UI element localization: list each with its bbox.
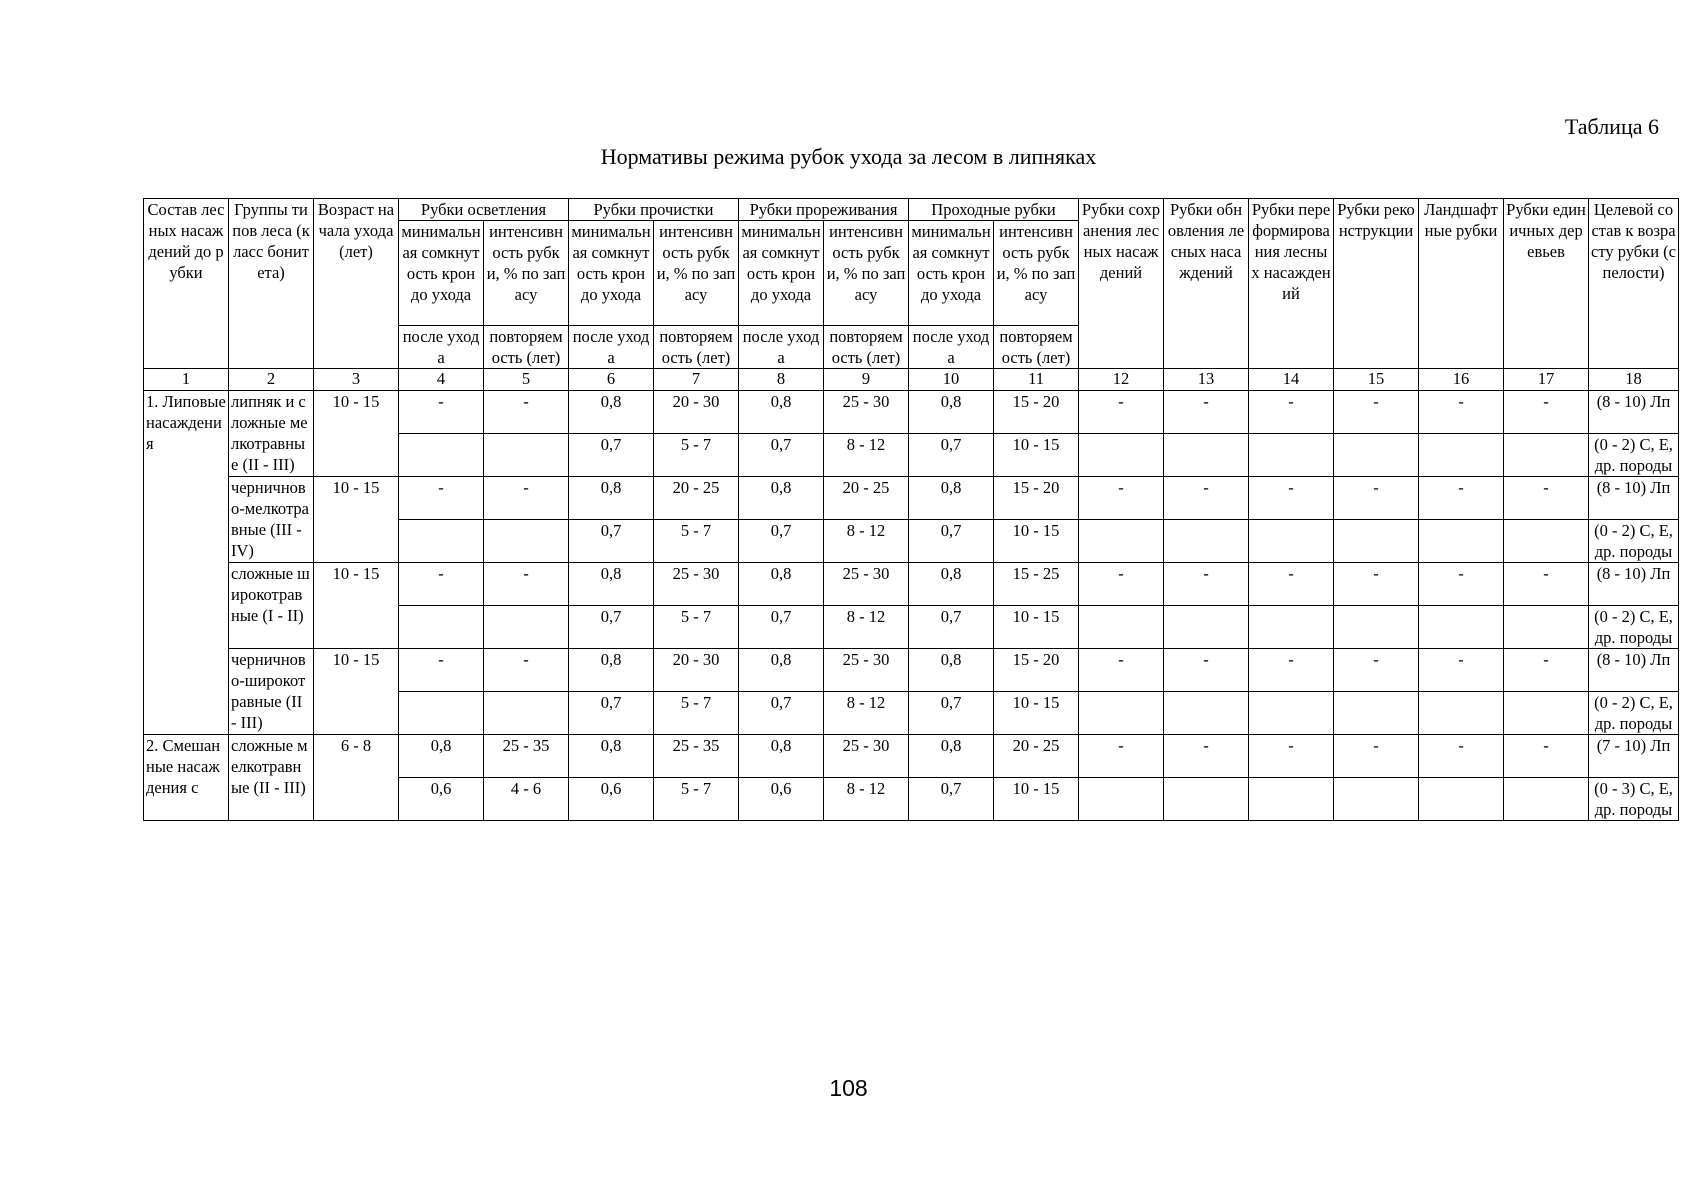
table-cell: 0,7 [569,692,654,735]
start-age-cell: 6 - 8 [314,735,399,821]
header-sub-min: минимальная сомкнутость крон до ухода [399,221,484,326]
table-row [144,563,1679,606]
table-cell: 0,8 [569,649,654,692]
table-cell [1079,606,1164,649]
column-number-cell: 18 [1589,369,1679,391]
table-cell: 0,8 [569,477,654,520]
table-cell: - [1164,477,1249,520]
table-cell: 25 - 35 [484,735,569,778]
table-cell: - [1249,649,1334,692]
table-cell: 0,7 [739,692,824,735]
table-cell [1079,520,1164,563]
table-cell: - [1249,391,1334,434]
table-cell: - [399,391,484,434]
forest-type-cell: черничново-широкотравные (II - III) [229,649,314,735]
table-cell [1249,520,1334,563]
table-cell: - [1249,735,1334,778]
header-sokhraneniya: Рубки сохранения лесных насаждений [1079,199,1164,369]
table-cell: 5 - 7 [654,692,739,735]
table-cell: - [1419,477,1504,520]
column-number-cell: 2 [229,369,314,391]
table-cell: - [399,563,484,606]
table-cell: - [1504,649,1589,692]
table-cell: 0,8 [739,735,824,778]
table-cell: (0 - 2) С, Е, др. породы [1589,520,1679,563]
table-cell: 25 - 30 [824,735,909,778]
table-cell [1249,692,1334,735]
start-age-cell: 10 - 15 [314,391,399,477]
table-cell: 10 - 15 [994,778,1079,821]
table-cell: 0,6 [569,778,654,821]
table-cell: (0 - 2) С, Е, др. породы [1589,434,1679,477]
header-sub-int: интенсивность рубки, % по запасу [654,221,739,326]
table-cell [1419,606,1504,649]
header-sub-after: после ухода [569,326,654,369]
header-rekonstruktsii: Рубки реконструкции [1334,199,1419,369]
table-cell: - [484,477,569,520]
table-cell: - [1079,391,1164,434]
header-sub-after: после ухода [399,326,484,369]
table-cell: 0,7 [909,778,994,821]
table-caption: Таблица 6 [1564,114,1659,139]
table-cell [1504,520,1589,563]
table-cell: 0,8 [739,563,824,606]
table-cell: 4 - 6 [484,778,569,821]
column-number-cell: 8 [739,369,824,391]
table-cell: 0,8 [569,391,654,434]
table-row [144,477,1679,520]
table-cell: - [1504,391,1589,434]
table-cell: - [1419,735,1504,778]
table-cell: - [1419,649,1504,692]
forest-type-cell: сложные мелкотравные (II - III) [229,735,314,821]
header-sub-repeat: повторяемость (лет) [654,326,739,369]
column-number-cell: 12 [1079,369,1164,391]
table-cell: 0,8 [909,477,994,520]
table-cell [1419,434,1504,477]
header-target-composition: Целевой состав к возрасту рубки (спелости) [1589,199,1679,369]
column-number-cell: 10 [909,369,994,391]
table-cell: - [1504,735,1589,778]
header-pereformirovaniya: Рубки переформирования лесных насаждений [1249,199,1334,369]
table-cell [1249,434,1334,477]
table-cell: 15 - 20 [994,391,1079,434]
table-cell [1079,692,1164,735]
table-cell [399,692,484,735]
table-cell: - [1504,563,1589,606]
table-cell: (0 - 3) С, Е, др. породы [1589,778,1679,821]
table-cell: 0,6 [739,778,824,821]
table-cell: 20 - 25 [654,477,739,520]
table-cell: 0,8 [399,735,484,778]
column-number-cell: 7 [654,369,739,391]
header-edinichnykh: Рубки единичных деревьев [1504,199,1589,369]
composition-cell: 1. Липовые насаждения [144,391,229,735]
table-cell: - [1334,391,1419,434]
table-cell: - [1164,391,1249,434]
table-cell: 0,7 [909,606,994,649]
table-cell: - [1079,477,1164,520]
table-cell: 0,7 [569,520,654,563]
table-row [144,649,1679,692]
table-cell: - [484,391,569,434]
table-cell: 20 - 30 [654,391,739,434]
table-cell [484,520,569,563]
page-number: 108 [829,1075,868,1101]
table-cell: 5 - 7 [654,520,739,563]
table-cell [1164,520,1249,563]
column-number-cell: 15 [1334,369,1419,391]
forest-type-cell: черничново-мелкотравные (III - IV) [229,477,314,563]
header-sub-int: интенсивность рубки, % по запасу [484,221,569,326]
header-prorezhivaniya: Рубки прореживания [739,199,909,221]
table-cell: (8 - 10) Лп [1589,649,1679,692]
table-cell [1419,778,1504,821]
table-cell: - [399,477,484,520]
forest-type-cell: липняк и сложные мелкотравные (II - III) [229,391,314,477]
table-cell: 0,8 [739,391,824,434]
header-landshaftnye: Ландшафтные рубки [1419,199,1504,369]
table-cell: 0,8 [739,649,824,692]
table-cell: - [1249,563,1334,606]
table-cell [1334,520,1419,563]
table-cell: (0 - 2) С, Е, др. породы [1589,692,1679,735]
page-title: Нормативы режима рубок ухода за лесом в липняках [600,144,1097,169]
table-cell: (0 - 2) С, Е, др. породы [1589,606,1679,649]
table-cell: 5 - 7 [654,778,739,821]
table-cell: - [484,563,569,606]
table-cell: 25 - 35 [654,735,739,778]
column-number-cell: 16 [1419,369,1504,391]
table-cell [1164,434,1249,477]
column-number-cell: 3 [314,369,399,391]
table-cell: - [399,649,484,692]
table-cell [1334,692,1419,735]
table-cell [1164,606,1249,649]
start-age-cell: 10 - 15 [314,477,399,563]
header-sub-min: минимальная сомкнутость крон до ухода [739,221,824,326]
header-sub-int: интенсивность рубки, % по запасу [994,221,1079,326]
table-cell: 5 - 7 [654,434,739,477]
header-sub-after: после ухода [739,326,824,369]
table-cell [484,434,569,477]
header-sub-repeat: повторяемость (лет) [994,326,1079,369]
table-cell [1504,692,1589,735]
table-body [144,391,1679,821]
table-cell: 20 - 25 [994,735,1079,778]
column-number-cell: 14 [1249,369,1334,391]
table-cell: 8 - 12 [824,606,909,649]
table-cell: 15 - 25 [994,563,1079,606]
table-cell: - [1079,649,1164,692]
column-number-cell: 9 [824,369,909,391]
table-cell: 0,8 [569,563,654,606]
table-cell: 8 - 12 [824,692,909,735]
header-prochistki: Рубки прочистки [569,199,739,221]
table-cell [484,692,569,735]
table-cell: 0,8 [909,563,994,606]
start-age-cell: 10 - 15 [314,563,399,649]
header-obnovleniya: Рубки обновления лесных насаждений [1164,199,1249,369]
table-cell: - [1419,563,1504,606]
column-number-cell: 17 [1504,369,1589,391]
header-sub-after: после ухода [909,326,994,369]
table-cell: 8 - 12 [824,434,909,477]
table-cell [399,606,484,649]
table-cell: 10 - 15 [994,606,1079,649]
table-cell: 5 - 7 [654,606,739,649]
header-prokhodnye: Проходные рубки [909,199,1079,221]
table-cell: 0,7 [909,434,994,477]
table-row [144,391,1679,434]
table-cell: 8 - 12 [824,778,909,821]
table-cell: - [484,649,569,692]
column-number-cell: 11 [994,369,1079,391]
table-cell: - [1164,649,1249,692]
table-cell: 0,6 [399,778,484,821]
table-cell: 10 - 15 [994,520,1079,563]
table-cell: - [1164,735,1249,778]
table-cell: (8 - 10) Лп [1589,477,1679,520]
header-sub-repeat: повторяемость (лет) [484,326,569,369]
table-cell: 0,8 [909,391,994,434]
table-cell: - [1334,477,1419,520]
table-cell: 0,7 [739,520,824,563]
table-cell: - [1334,563,1419,606]
table-cell [1079,434,1164,477]
table-cell [484,606,569,649]
table-cell: 0,7 [569,434,654,477]
column-number-cell: 5 [484,369,569,391]
table-cell: 0,8 [569,735,654,778]
header-start-age: Возраст начала ухода (лет) [314,199,399,369]
table-cell: 0,8 [909,649,994,692]
table-cell: (7 - 10) Лп [1589,735,1679,778]
table-row [144,735,1679,778]
table-cell: 0,7 [739,606,824,649]
table-cell: - [1334,649,1419,692]
header-sub-repeat: повторяемость (лет) [824,326,909,369]
header-composition: Состав лесных насаждений до рубки [144,199,229,369]
table-cell: 25 - 30 [824,391,909,434]
table-cell: 10 - 15 [994,692,1079,735]
table-header [144,199,1679,391]
table-cell: 15 - 20 [994,649,1079,692]
table-cell [1249,778,1334,821]
table-cell: 25 - 30 [654,563,739,606]
table-cell [1334,778,1419,821]
column-number-row [144,369,1679,391]
column-number-cell: 6 [569,369,654,391]
table-cell [1504,778,1589,821]
table-cell [1419,520,1504,563]
table-cell [1504,434,1589,477]
table-cell [1164,692,1249,735]
table-cell: (8 - 10) Лп [1589,563,1679,606]
composition-cell: 2. Смешанные насаждения с [144,735,229,821]
table-cell [1164,778,1249,821]
header-osvetleniya: Рубки осветления [399,199,569,221]
table-cell: - [1079,563,1164,606]
column-number-cell: 1 [144,369,229,391]
table-cell [1334,606,1419,649]
table-cell [1419,692,1504,735]
table-cell: 0,7 [909,520,994,563]
table-cell: 10 - 15 [994,434,1079,477]
header-forest-type: Группы типов леса (класс бонитета) [229,199,314,369]
table-cell: 0,7 [739,434,824,477]
table-cell: 25 - 30 [824,649,909,692]
column-number-cell: 4 [399,369,484,391]
table-cell: 25 - 30 [824,563,909,606]
start-age-cell: 10 - 15 [314,649,399,735]
table-cell [1504,606,1589,649]
table-cell [1334,434,1419,477]
header-sub-min: минимальная сомкнутость крон до ухода [569,221,654,326]
table-cell [1079,778,1164,821]
column-number-cell: 13 [1164,369,1249,391]
table-cell: 0,7 [569,606,654,649]
table-cell: - [1164,563,1249,606]
table-cell: 0,7 [909,692,994,735]
table-cell: 0,8 [739,477,824,520]
table-cell: - [1419,391,1504,434]
forest-type-cell: сложные широкотравные (I - II) [229,563,314,649]
table-cell: (8 - 10) Лп [1589,391,1679,434]
table-cell: - [1079,735,1164,778]
norms-table [143,198,1679,821]
table-cell: 15 - 20 [994,477,1079,520]
table-cell: - [1249,477,1334,520]
table-cell: - [1334,735,1419,778]
table-cell [399,434,484,477]
header-sub-int: интенсивность рубки, % по запасу [824,221,909,326]
table-cell: - [1504,477,1589,520]
table-cell: 8 - 12 [824,520,909,563]
table-cell: 0,8 [909,735,994,778]
table-cell: 20 - 30 [654,649,739,692]
table-cell: 20 - 25 [824,477,909,520]
table-cell [399,520,484,563]
table-cell [1249,606,1334,649]
header-sub-min: минимальная сомкнутость крон до ухода [909,221,994,326]
